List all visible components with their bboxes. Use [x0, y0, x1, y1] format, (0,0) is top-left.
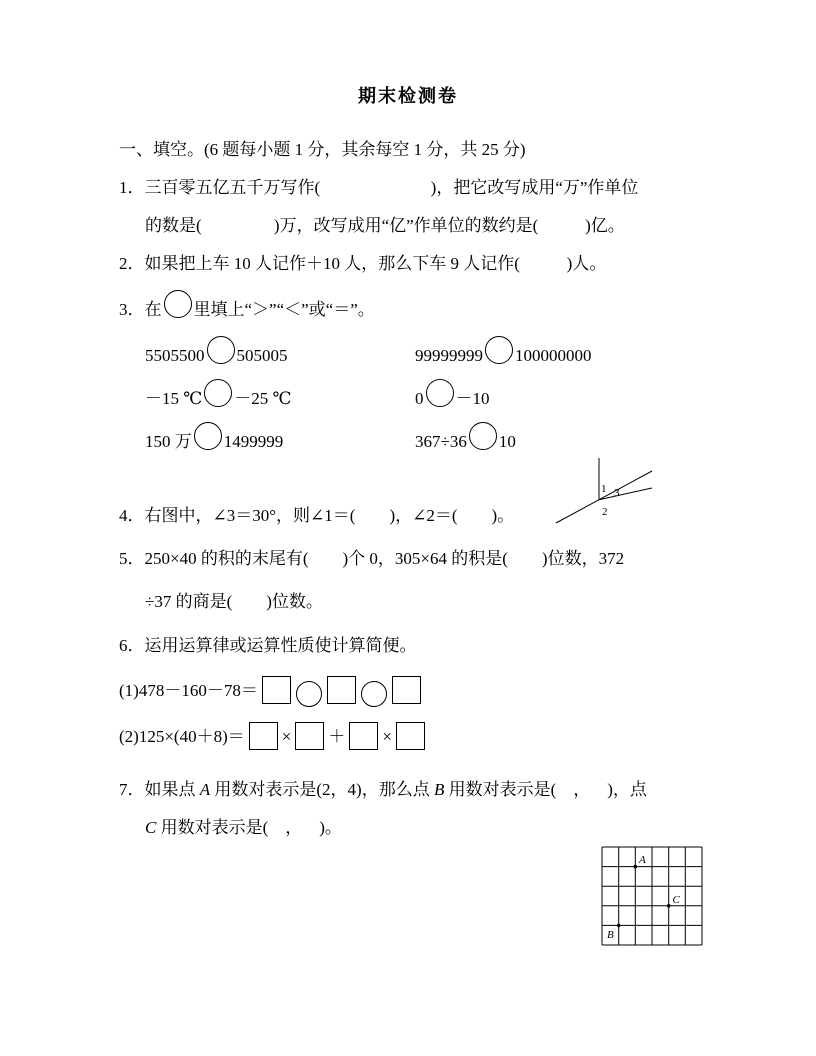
point-b-dot [617, 924, 621, 928]
question-1-line-2: 的数是( )万，改写成用“亿”作单位的数约是( )亿。 [145, 216, 625, 235]
q3-value: 505005 [236, 345, 288, 365]
point-c-label: C [672, 894, 680, 906]
answer-box [327, 676, 356, 704]
q3-value: －25 ℃ [234, 388, 292, 408]
question-2: 2．如果把上车 10 人记作＋10 人，那么下车 9 人记作( )人。 [119, 254, 607, 273]
q3-row2-right [415, 386, 490, 414]
q3-row3-right [415, 429, 516, 457]
question-6-heading: 6．运用运算律或运算性质使计算简便。 [119, 636, 417, 655]
q6-part2-expression: (2)125×(40＋8)＝ [119, 727, 245, 746]
answer-box [349, 722, 378, 750]
question-6-part-1 [119, 676, 425, 706]
answer-box [295, 722, 324, 750]
q6-operator: ＋ [328, 727, 346, 746]
question-7-line-1 [119, 780, 647, 800]
question-3-intro-after: 里填上“＞”“＜”或“＝”。 [193, 299, 375, 319]
comparison-circle [204, 379, 232, 407]
comparison-circle [469, 422, 497, 450]
coordinate-grid [601, 846, 703, 946]
comparison-circle [194, 422, 222, 450]
operator-circle [361, 681, 387, 707]
q7-text: 用数对表示是( ， )。 [156, 818, 342, 837]
question-6-part-2 [119, 722, 429, 752]
question-5-line-1: 5．250×40 的积的末尾有( )个 0，305×64 的积是( )位数，372 [119, 549, 625, 568]
answer-box [262, 676, 291, 704]
q3-value: 0 [415, 388, 424, 408]
point-a-reference: A [199, 780, 211, 799]
q3-row2-left [145, 386, 292, 414]
question-7-line-2 [145, 818, 342, 838]
q3-value: －15 ℃ [145, 388, 203, 408]
q3-row1-left [145, 343, 288, 371]
q6-operator: × [382, 727, 392, 746]
question-1-line-1: 1．三百零五亿五千万写作( )，把它改写成用“万”作单位 [119, 178, 639, 197]
q3-value: 10 [498, 431, 516, 451]
question-3-intro [119, 297, 375, 325]
answer-box [392, 676, 421, 704]
comparison-circle [207, 336, 235, 364]
section-heading: 一、填空。(6 题每小题 1 分，其余每空 1 分，共 25 分) [119, 140, 526, 159]
point-c-dot [667, 904, 671, 908]
point-b-reference: B [433, 780, 445, 799]
q3-row1-right [415, 343, 592, 371]
question-4: 4．右图中，∠3＝30°，则∠1＝( )，∠2＝( )。 [119, 506, 515, 525]
question-5-line-2: ÷37 的商是( )位数。 [145, 592, 323, 611]
q3-value: 99999999 [415, 345, 483, 365]
q3-value: 367÷36 [415, 431, 467, 451]
question-3-intro-before: 3．在 [119, 299, 162, 319]
angle-2-label: 2 [602, 506, 608, 518]
q6-part1-expression: (1)478－160－78＝ [119, 681, 258, 700]
point-b-label: B [607, 929, 614, 941]
q3-value: 5505500 [145, 345, 205, 365]
point-a-dot [634, 865, 638, 869]
angle-1-label: 1 [601, 483, 607, 495]
q6-operator: × [281, 727, 292, 746]
q7-text: 7．如果点 [119, 780, 200, 799]
angle-diagram [552, 455, 656, 529]
q3-row3-left [145, 429, 283, 457]
point-c-reference: C [145, 818, 157, 837]
comparison-circle [164, 290, 192, 318]
exam-title: 期末检测卷 [358, 86, 458, 106]
q3-value: －10 [455, 388, 490, 408]
q3-value: 150 万 [145, 431, 192, 451]
answer-box [249, 722, 278, 750]
comparison-circle [426, 379, 454, 407]
point-a-label: A [639, 854, 646, 866]
operator-circle [296, 681, 322, 707]
answer-box [396, 722, 425, 750]
q3-value: 100000000 [515, 345, 592, 365]
comparison-circle [485, 336, 513, 364]
q3-value: 1499999 [223, 431, 284, 451]
q7-text: 用数对表示是(2，4)，那么点 [210, 780, 434, 799]
q7-text: 用数对表示是( ， )，点 [444, 780, 647, 799]
angle-3-label: 3 [614, 487, 620, 499]
